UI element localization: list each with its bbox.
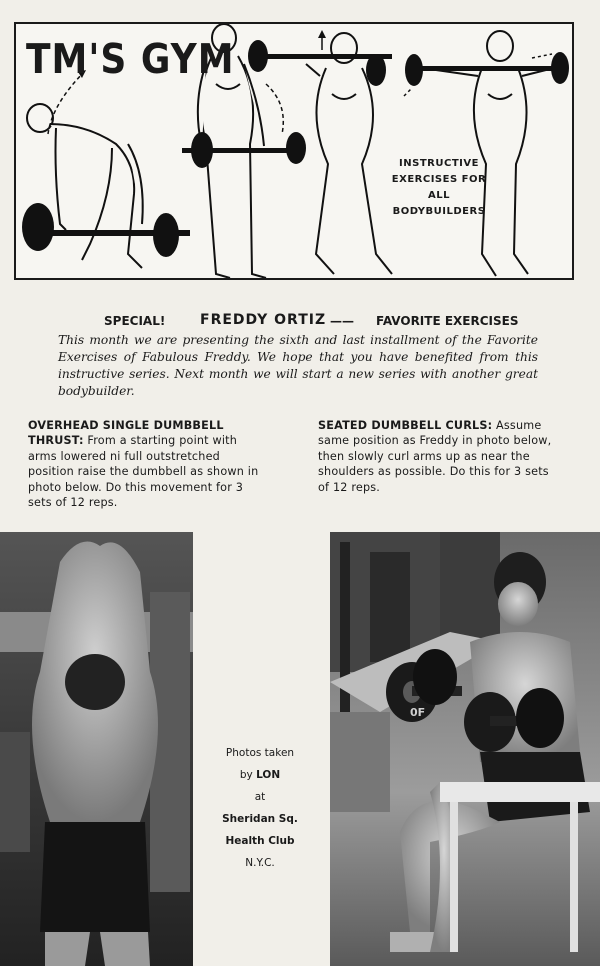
photo-overhead-thrust-image: [0, 532, 193, 966]
photo-credit: [205, 742, 315, 874]
exercise-overhead-thrust: [28, 418, 268, 510]
instructive-label: [384, 156, 494, 220]
photographer-name: LON: [256, 769, 281, 781]
club-name-2: Health Club: [225, 835, 295, 847]
caption-line-3: at: [254, 791, 266, 803]
barbell-upper: [248, 40, 392, 86]
motion-arrow-2: [266, 84, 283, 134]
club-name-1: Sheridan Sq.: [222, 813, 298, 825]
plate-marking: 0F: [410, 706, 426, 719]
photo-seated-curls: [330, 532, 600, 966]
club-city: N.Y.C.: [245, 857, 275, 869]
headline-subject: FAVORITE EXERCISES: [376, 314, 519, 328]
barbell-right: [405, 52, 569, 86]
special-label: SPECIAL!: [104, 314, 166, 328]
exercise-body: Assume same position as Freddy in photo below, then slowly curl arms up as near the shoulders as possible. Do this for 3 sets of 12 reps.: [318, 419, 552, 494]
instructive-line-3: ALL BODYBUILDERS: [392, 190, 486, 217]
exercise-body: From a starting point with arms lowered ni full outstretched position raise the dumbbell as shown in photo below. Do this movement for 3 sets of 12 reps.: [28, 434, 259, 510]
intro-paragraph: This month we are presenting the sixth and last installment of the Favorite Exercises of Fabulous Freddy. We hope that you have benefited from this instructive series. Next month we will start a new series with another great bodybuilder.: [58, 333, 538, 398]
caption-line-1: Photos taken: [225, 747, 295, 759]
caption-line-2: by LON: [239, 769, 281, 781]
exercise-title: OVERHEAD SINGLE DUMBBELL THRUST:: [28, 419, 224, 448]
gym-title: TM'S GYM: [26, 36, 235, 84]
photo-overhead-thrust: [0, 532, 193, 966]
instructive-line-1: INSTRUCTIVE: [399, 158, 479, 169]
exercise-seated-curls: [318, 418, 556, 495]
header-illustration-box: [14, 22, 574, 280]
photo-seated-curls-image: [330, 532, 600, 966]
headline-dash: ——: [330, 314, 354, 328]
instructive-line-2: EXERCISES FOR: [391, 174, 487, 185]
barbell-middle: [182, 132, 306, 168]
featured-name: FREDDY ORTIZ: [200, 312, 327, 328]
exercise-title: SEATED DUMBBELL CURLS:: [318, 419, 493, 432]
